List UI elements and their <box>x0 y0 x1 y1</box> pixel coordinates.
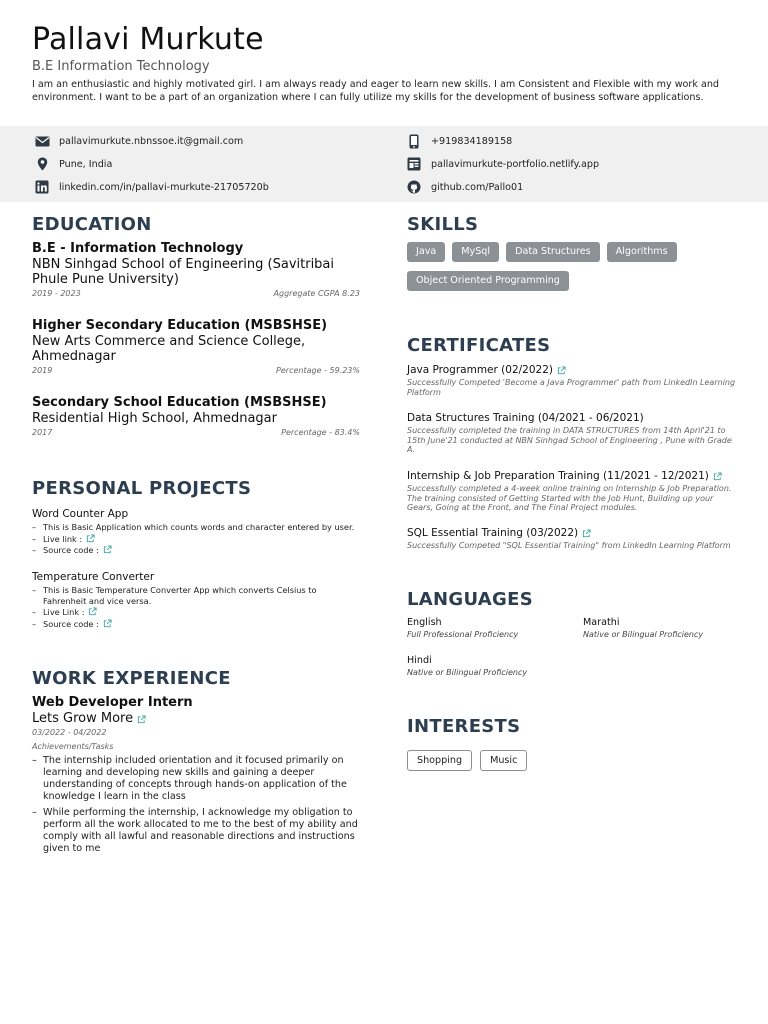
certificate-description: Successfully Competed 'Become a Java Programmer' path from LinkedIn Learning Platform <box>407 378 736 397</box>
certificate-title[interactable]: SQL Essential Training (03/2022) <box>407 526 737 540</box>
project-live-link[interactable]: – Live link : <box>32 534 362 545</box>
education-school: New Arts Commerce and Science College, Ahmednagar <box>32 334 306 364</box>
skill-tag: Java <box>407 242 445 262</box>
contact-email[interactable] <box>34 134 243 148</box>
education-entry-2 <box>32 318 360 375</box>
certificate-title[interactable]: Java Programmer (02/2022) <box>407 363 737 377</box>
external-link-icon[interactable] <box>713 472 722 481</box>
work-dates: 03/2022 - 04/2022 <box>32 728 107 737</box>
education-school: Residential High School, Ahmednagar <box>32 411 277 426</box>
education-degree: Higher Secondary Education (MSBSHSE) <box>32 318 328 333</box>
skills-list <box>407 242 737 291</box>
language-name: Hindi <box>407 655 432 666</box>
skill-tag: MySql <box>452 242 499 262</box>
external-link-icon[interactable] <box>582 529 591 538</box>
work-task: – The internship included orientation and it focused primarily on learning and developing new skills and gaining a deeper understanding of concepts through hands-on application of the knowledge I learn in the class <box>32 755 362 803</box>
contact-phone[interactable] <box>406 134 512 148</box>
interests-list <box>407 750 527 771</box>
project-entry-2 <box>32 570 362 629</box>
language-entry <box>583 617 703 639</box>
certificate-description: Successfully completed a 4-week online training on Internship & Job Preparation. The training consisted of Getting Started with the Job Hunt, Building up your Gears, Going at the Front, and The Final Project modules. <box>407 484 732 512</box>
external-link-icon[interactable] <box>103 619 112 628</box>
work-role: Web Developer Intern <box>32 695 193 710</box>
project-title: Word Counter App <box>32 508 129 520</box>
certificates-heading: CERTIFICATES <box>407 335 551 356</box>
project-description: – This is Basic Application which counts words and character entered by user. <box>32 522 362 533</box>
phone-icon <box>406 134 422 148</box>
contact-location <box>34 157 112 171</box>
language-level: Full Professional Proficiency <box>407 630 519 639</box>
projects-heading: PERSONAL PROJECTS <box>32 478 252 499</box>
external-link-icon[interactable] <box>557 366 566 375</box>
github-icon <box>406 180 422 194</box>
language-level: Native or Bilingual Proficiency <box>583 630 704 639</box>
language-level: Native or Bilingual Proficiency <box>407 668 528 677</box>
contact-github[interactable] <box>406 180 523 194</box>
interest-tag: Shopping <box>407 750 472 771</box>
work-entry <box>32 695 362 859</box>
email-text[interactable]: pallavimurkute.nbnssoe.it@gmail.com <box>59 135 244 147</box>
project-title: Temperature Converter <box>32 571 155 583</box>
portfolio-icon <box>406 157 422 171</box>
certificate-entry-3 <box>407 469 737 513</box>
work-company[interactable]: Lets Grow More <box>32 711 362 727</box>
education-degree: B.E - Information Technology <box>32 241 244 256</box>
certificate-entry-4 <box>407 526 737 551</box>
languages-heading: LANGUAGES <box>407 589 533 610</box>
project-description: – This is Basic Temperature Converter App which converts Celsius to Fahrenheit and vice versa. <box>32 585 362 606</box>
certificate-entry-1 <box>407 363 737 397</box>
location-icon <box>34 157 50 171</box>
skills-heading: SKILLS <box>407 214 479 235</box>
skill-tag: Data Structures <box>506 242 600 262</box>
certificate-title[interactable]: Internship & Job Preparation Training (11/2021 - 12/2021) <box>407 469 737 483</box>
phone-text[interactable]: +919834189158 <box>431 135 513 147</box>
skill-tag: Algorithms <box>607 242 677 262</box>
language-entry <box>407 617 518 639</box>
certificate-description: Successfully Competed "SQL Essential Training" from LinkedIn Learning Platform <box>407 541 731 550</box>
education-score: Percentage - 59.23% <box>276 366 360 375</box>
resume-subtitle: B.E Information Technology <box>32 59 210 74</box>
education-degree: Secondary School Education (MSBSHSE) <box>32 395 327 410</box>
contact-linkedin[interactable] <box>34 180 269 194</box>
location-text: Pune, India <box>59 158 113 170</box>
skill-tag: Object Oriented Programming <box>407 271 569 291</box>
github-text[interactable]: github.com/Pallo01 <box>431 181 524 193</box>
language-name: Marathi <box>583 617 620 628</box>
email-icon <box>34 134 50 148</box>
education-entry-1 <box>32 241 360 298</box>
certificate-title: Data Structures Training (04/2021 - 06/2021) <box>407 412 644 424</box>
language-name: English <box>407 617 442 628</box>
portfolio-text[interactable]: pallavimurkute-portfolio.netlify.app <box>431 158 600 170</box>
certificate-description: Successfully completed the training in DATA STRUCTURES from 14th April'21 to 15th June'21 conducted at NBN Sinhgad School of Engineering , Pune with Grade A. <box>407 426 732 454</box>
project-source-link[interactable]: – Source code : <box>32 619 362 630</box>
project-source-link[interactable]: – Source code : <box>32 545 362 556</box>
external-link-icon[interactable] <box>137 715 146 724</box>
resume-name: Pallavi Murkute <box>32 22 264 57</box>
project-live-link[interactable]: – Live Link : <box>32 607 362 618</box>
external-link-icon[interactable] <box>103 545 112 554</box>
education-dates: 2019 - 2023 <box>32 289 81 298</box>
work-task: – While performing the internship, I acknowledge my obligation to perform all the work allocated to me to the best of my ability and comply with all lawful and reasonable directions and instructions given to me <box>32 807 362 855</box>
external-link-icon[interactable] <box>88 607 97 616</box>
interests-heading: INTERESTS <box>407 716 521 737</box>
education-entry-3 <box>32 395 360 437</box>
external-link-icon[interactable] <box>86 534 95 543</box>
certificate-entry-2 <box>407 411 737 455</box>
education-score: Aggregate CGPA 8.23 <box>273 289 360 298</box>
education-dates: 2017 <box>32 428 53 437</box>
work-achievements-label: Achievements/Tasks <box>32 742 114 751</box>
education-score: Percentage - 83.4% <box>281 428 360 437</box>
language-entry <box>407 655 527 677</box>
work-heading: WORK EXPERIENCE <box>32 668 231 689</box>
interest-tag: Music <box>480 750 527 771</box>
contact-portfolio[interactable] <box>406 157 599 171</box>
education-heading: EDUCATION <box>32 214 152 235</box>
education-dates: 2019 <box>32 366 53 375</box>
linkedin-icon <box>34 180 50 194</box>
project-entry-1 <box>32 507 362 556</box>
resume-summary: I am an enthusiastic and highly motivated girl. I am always ready and eager to learn new skills. I am Consistent and Flexible with my work and environment. I want to be a part of an organization where I can fully utilize my skills for the development of business software applications. <box>32 79 720 103</box>
linkedin-text[interactable]: linkedin.com/in/pallavi-murkute-21705720b <box>59 181 269 193</box>
education-school: NBN Sinhgad School of Engineering (Savitribai Phule Pune University) <box>32 257 335 287</box>
